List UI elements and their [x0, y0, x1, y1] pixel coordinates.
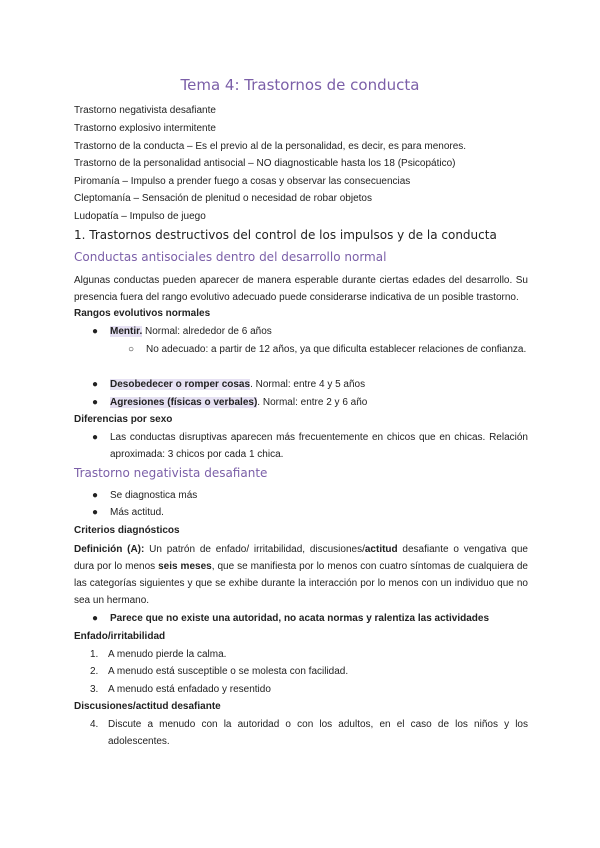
intro-item: Trastorno de la personalidad antisocial – NO diagnosticable hasta los 18 (Psicopático) — [74, 158, 456, 169]
bullet-icon: ● — [92, 507, 99, 518]
intro-item: Ludopatía – Impulso de juego — [74, 211, 206, 222]
section-heading: 1. Trastornos destructivos del control de los impulsos y de la conducta — [74, 228, 497, 242]
highlighted-term: Mentir. — [110, 326, 143, 337]
bullet-icon: ● — [92, 432, 99, 443]
intro-paragraph: Algunas conductas pueden aparecer de manera esperable durante ciertas edades del desarrollo. Su presencia fuera del rango evolutivo adecuado puede considerarse indicativa de un posible trastorno. — [74, 275, 528, 303]
document-page: Tema 4: Trastornos de conducta Trastorno negativista desafiante Trastorno explosivo intermitente Trastorno de la conducta – Es el previo al de la personalidad, es decir, es para menores. Trastorno de la personalidad antisocial – NO diagnosticable hasta los 18 (Psicopático) Piromanía – Impulso a prender fuego a cosas y observar las consecuencias Cleptomanía – Sensación de plenitud o necesidad de robar objetos Ludopatía – Impulso de juego 1. Trastornos destructivos del control de los impulsos y de la conducta Conductas antisociales dentro del desarrollo normal Algunas conductas pueden aparecer de manera esperable durante ciertas edades del desarrollo. Su presencia fuera del rango evolutivo adecuado puede considerarse indicativa de un posible trastorno. Rangos evolutivos normales ● Mentir. Normal: alrededor de 6 años ○ No adecuado: a partir de 12 años, ya que dificulta establecer relaciones de confianza. ● Desobedecer o romper cosas. Normal: entre 4 y 5 años ● Agresiones (físicas o verbales). Normal: entre 2 y 6 año Diferencias por sexo ● Las conductas disruptivas aparecen más frecuentemente en chicos que en chicas. Relación aproximada: 3 chicos por cada 1 chica. Trastorno negativista desafiante ● Se diagnostica más ● Más actitud. Criterios diagnósticos Definición (A): Un patrón de enfado/ irritabilidad, discusiones/actitud desafiante o vengativa que dura por lo menos seis meses, que se manifiesta por lo menos con cuatro síntomas de cualquiera de las categorías siguientes y que se exhibe durante la interacción por lo menos con un individuo que no sea un hermano. ● Parece que no existe una autoridad, no acata normas y ralentiza las actividades Enfado/irritabilidad 1. A menudo pierde la calma. 2. A menudo está susceptible o se molesta con facilidad. 3. A menudo está enfadado y resentido Discusiones/actitud desafiante 4. Discute a menudo con la autoridad o con los adultos, en el caso de los niños y los adolescentes. — [0, 0, 600, 848]
intro-item: Trastorno de la conducta – Es el previo al de la personalidad, es decir, es para menores. — [74, 141, 467, 152]
highlighted-term: Desobedecer o romper cosas — [110, 379, 251, 390]
circle-bullet-icon: ○ — [128, 344, 135, 355]
bullet-icon: ● — [92, 490, 99, 501]
diferencias-heading: Diferencias por sexo — [74, 414, 173, 425]
rangos-heading: Rangos evolutivos normales — [74, 308, 211, 319]
subsection-heading: Trastorno negativista desafiante — [74, 466, 268, 480]
bullet-icon: ● — [92, 379, 99, 390]
bullet-icon: ● — [92, 397, 99, 408]
definition-paragraph: Definición (A): Un patrón de enfado/ irritabilidad, discusiones/actitud desafiante o vengativa que dura por lo menos seis meses, que se manifiesta por lo menos con cuatro síntomas de cualquiera de las categorías siguientes y que se exhibe durante la interacción por lo menos con un individuo que no sea un hermano. — [74, 544, 528, 606]
intro-item: Piromanía – Impulso a prender fuego a cosas y observar las consecuencias — [74, 176, 411, 187]
bullet-icon: ● — [92, 613, 99, 624]
intro-item: Trastorno explosivo intermitente — [74, 123, 216, 134]
bullet-icon: ● — [92, 326, 99, 337]
intro-item: Trastorno negativista desafiante — [74, 105, 216, 116]
intro-item: Cleptomanía – Sensación de plenitud o necesidad de robar objetos — [74, 193, 372, 204]
criterios-heading: Criterios diagnósticos — [74, 525, 180, 536]
highlighted-term: Agresiones (físicas o verbales) — [110, 397, 258, 408]
page-title: Tema 4: Trastornos de conducta — [180, 76, 420, 94]
enfado-heading: Enfado/irritabilidad — [74, 631, 166, 642]
subsection-heading: Conductas antisociales dentro del desarrollo normal — [74, 250, 387, 264]
discusiones-heading: Discusiones/actitud desafiante — [74, 701, 221, 712]
